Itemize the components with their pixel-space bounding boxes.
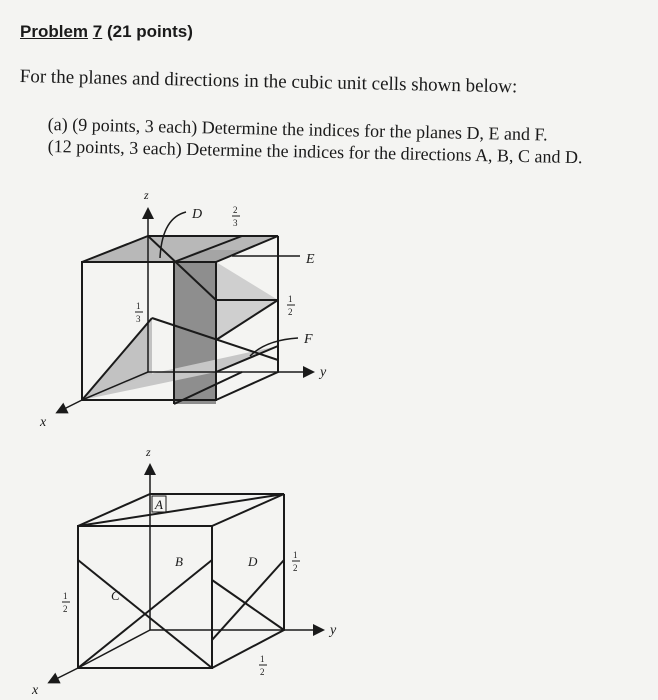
top-x-axis	[58, 400, 82, 412]
direction-d2-line	[212, 560, 284, 640]
frac-two-thirds-den: 3	[233, 218, 238, 228]
problem-number: 7	[92, 22, 103, 41]
bottom-cube-labels	[31, 445, 337, 698]
bottom-y-label: y	[330, 623, 337, 638]
frac-bottom-left-num: 1	[63, 591, 68, 601]
frac-one-half-top-num: 1	[288, 294, 293, 304]
frac-bottom-right-den: 2	[293, 563, 298, 573]
frac-two-thirds-num: 2	[233, 205, 238, 215]
direction-d-label: D	[248, 554, 258, 569]
direction-d-line	[212, 580, 284, 630]
frac-bottom-right	[292, 550, 300, 573]
problem-points: (21 points)	[106, 22, 193, 41]
direction-c-label: C	[111, 588, 120, 603]
frac-bottom-bottom	[259, 654, 267, 677]
plane-d-label: D	[192, 207, 203, 222]
top-cube	[58, 210, 312, 412]
frac-one-half-top	[287, 294, 295, 317]
plane-f-label: F	[304, 332, 313, 347]
top-z-label: z	[144, 188, 149, 202]
bottom-x-axis	[50, 668, 78, 682]
bottom-cube-hidden-left	[78, 630, 150, 668]
bottom-z-label: z	[146, 445, 151, 459]
bottom-cube-right-edges	[212, 494, 284, 668]
top-y-label: y	[320, 365, 327, 380]
frac-bottom-bottom-num: 1	[260, 654, 265, 664]
frac-bottom-left-den: 2	[63, 604, 68, 614]
problem-label: Problem	[20, 22, 89, 41]
frac-one-half-top-den: 2	[288, 307, 293, 317]
bottom-cube-front-face	[78, 526, 212, 668]
frac-one-third-num: 1	[136, 301, 141, 311]
direction-b-label: B	[175, 554, 183, 569]
bottom-cube	[50, 466, 322, 682]
frac-one-third-den: 3	[136, 314, 141, 324]
plane-e-label: E	[306, 252, 315, 267]
frac-bottom-left	[62, 591, 70, 614]
frac-one-third	[135, 301, 143, 324]
part-b-text: (12 points, 3 each) Determine the indices for the directions A, B, C and D.	[47, 136, 583, 168]
part-a-text: (a) (9 points, 3 each) Determine the indices for the planes D, E and F.	[47, 114, 548, 145]
frac-bottom-right-num: 1	[293, 550, 298, 560]
frac-bottom-bottom-den: 2	[260, 667, 265, 677]
intro-text: For the planes and directions in the cubic unit cells shown below:	[19, 66, 518, 98]
direction-a-label: A	[155, 497, 163, 512]
top-x-label: x	[40, 415, 47, 430]
direction-a-line	[78, 494, 284, 526]
frac-two-thirds	[232, 205, 240, 228]
bottom-x-label: x	[32, 683, 39, 698]
